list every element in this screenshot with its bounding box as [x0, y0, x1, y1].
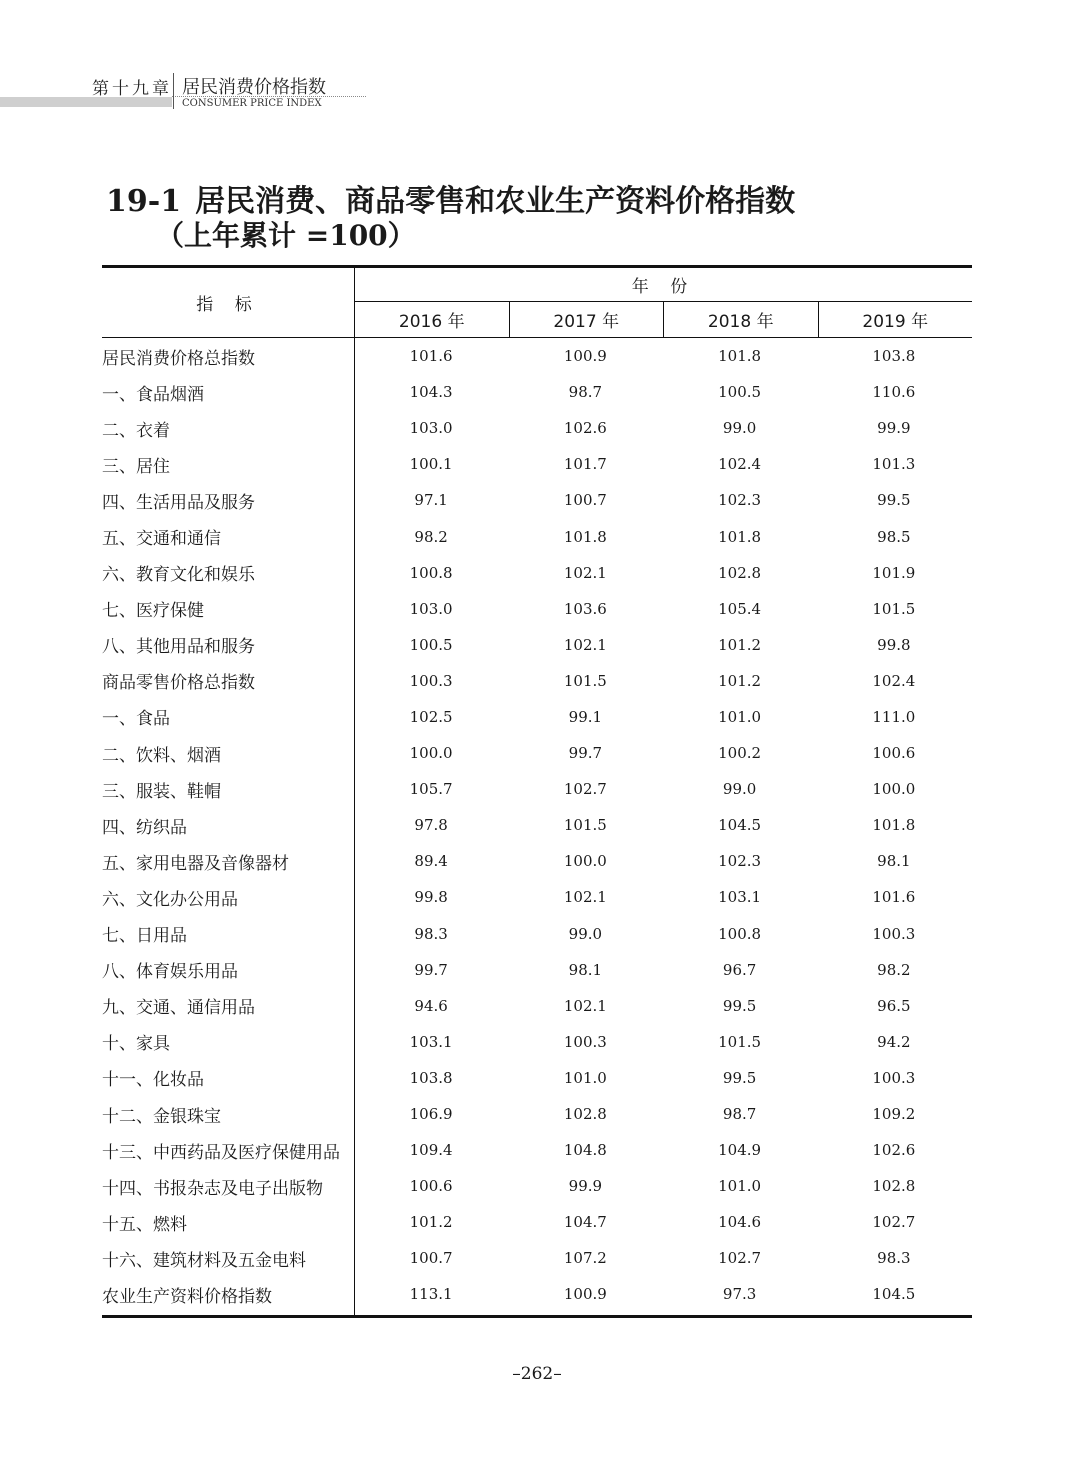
row-value: 102.7	[718, 1249, 762, 1268]
stub-header: 指 标	[196, 295, 260, 315]
table-row	[102, 807, 972, 843]
row-value: 94.2	[877, 1032, 911, 1051]
year-group-header: 年 份	[355, 268, 972, 302]
header-title: 居民消费价格指数	[182, 77, 326, 98]
row-value: 104.5	[872, 1285, 916, 1304]
table-number: 19-1	[106, 184, 182, 219]
row-value: 89.4	[414, 852, 448, 871]
row-value: 101.8	[718, 347, 762, 366]
row-value: 99.0	[722, 780, 757, 799]
row-value: 101.6	[409, 347, 453, 366]
page-number: –262–	[512, 1364, 562, 1384]
row-value: 98.2	[877, 960, 911, 979]
row-label: 二、饮料、烟酒	[102, 745, 221, 766]
row-value: 99.5	[722, 996, 757, 1015]
row-label: 十一、化妆品	[102, 1070, 204, 1091]
row-value: 99.9	[877, 419, 911, 438]
table-row	[102, 735, 972, 771]
row-value: 104.3	[409, 383, 453, 402]
table-rows	[102, 338, 972, 1315]
row-value: 102.8	[872, 1177, 916, 1196]
table-row	[102, 627, 972, 663]
row-value: 101.0	[718, 1177, 762, 1196]
row-value: 100.0	[872, 780, 916, 799]
table-row	[102, 843, 972, 879]
table-row	[102, 1060, 972, 1096]
table-row	[102, 1096, 972, 1132]
row-value: 100.0	[563, 852, 607, 871]
row-value: 102.1	[563, 996, 607, 1015]
row-value: 102.8	[718, 563, 762, 582]
table-row	[102, 555, 972, 591]
row-value: 105.7	[409, 780, 453, 799]
row-value: 102.1	[563, 888, 607, 907]
row-value: 101.5	[718, 1032, 762, 1051]
table-row	[102, 663, 972, 699]
row-value: 99.7	[414, 960, 448, 979]
body-divider	[354, 338, 355, 1315]
row-value: 96.7	[722, 960, 757, 979]
row-value: 97.8	[414, 816, 448, 835]
row-value: 106.9	[409, 1105, 453, 1124]
row-value: 100.2	[718, 744, 762, 763]
table-row	[102, 952, 972, 988]
row-label: 商品零售价格总指数	[102, 673, 255, 694]
row-label: 七、医疗保健	[102, 601, 204, 622]
row-value: 102.1	[563, 563, 607, 582]
row-value: 102.8	[563, 1105, 607, 1124]
row-value: 101.2	[409, 1213, 453, 1232]
row-label: 九、交通、通信用品	[102, 998, 255, 1019]
table-row	[102, 1132, 972, 1168]
row-label: 二、衣着	[102, 420, 170, 441]
header-separator	[173, 73, 174, 109]
row-label: 十、家具	[102, 1034, 170, 1055]
row-label: 一、食品烟酒	[102, 384, 204, 405]
row-value: 101.5	[563, 671, 607, 690]
row-value: 102.6	[563, 419, 607, 438]
row-label: 十二、金银珠宝	[102, 1106, 221, 1127]
row-value: 99.0	[722, 419, 757, 438]
row-value: 100.3	[872, 924, 916, 943]
row-value: 101.2	[718, 635, 762, 654]
row-value: 98.7	[568, 383, 603, 402]
row-value: 104.5	[718, 816, 762, 835]
row-value: 100.3	[409, 671, 453, 690]
row-value: 98.5	[877, 527, 911, 546]
row-value: 102.3	[718, 491, 762, 510]
row-value: 101.7	[563, 455, 607, 474]
row-value: 99.0	[568, 924, 603, 943]
year-header: 2017 年	[509, 302, 664, 337]
row-value: 99.1	[568, 707, 603, 726]
row-value: 94.6	[414, 996, 448, 1015]
row-value: 110.6	[872, 383, 916, 402]
row-value: 100.9	[563, 1285, 607, 1304]
row-label: 五、交通和通信	[102, 529, 221, 550]
row-value: 113.1	[409, 1285, 453, 1304]
row-value: 99.5	[722, 1068, 757, 1087]
table-title-line1: 居民消费、商品零售和农业生产资料价格指数	[195, 184, 796, 219]
table-header	[102, 268, 972, 338]
year-header: 2019 年	[818, 302, 973, 337]
row-value: 100.6	[409, 1177, 453, 1196]
row-label: 八、体育娱乐用品	[102, 962, 238, 983]
row-label: 一、食品	[102, 709, 170, 730]
row-value: 109.4	[409, 1141, 453, 1160]
row-value: 100.8	[409, 563, 453, 582]
row-value: 102.6	[872, 1141, 916, 1160]
row-value: 99.9	[568, 1177, 603, 1196]
row-value: 101.9	[872, 563, 916, 582]
row-value: 98.1	[568, 960, 603, 979]
table-row	[102, 591, 972, 627]
row-value: 107.2	[563, 1249, 607, 1268]
header-subtitle: CONSUMER PRICE INDEX	[182, 98, 322, 109]
row-value: 98.7	[722, 1105, 757, 1124]
row-label: 十六、建筑材料及五金电料	[102, 1250, 306, 1271]
row-value: 101.5	[872, 599, 916, 618]
year-header: 2016 年	[398, 312, 465, 332]
table-row	[102, 771, 972, 807]
row-value: 100.5	[718, 383, 762, 402]
row-label: 十三、中西药品及医疗保健用品	[102, 1142, 340, 1163]
row-value: 98.1	[877, 852, 911, 871]
table-row	[102, 482, 972, 518]
row-value: 105.4	[718, 599, 762, 618]
row-label: 农业生产资料价格指数	[102, 1286, 272, 1307]
row-value: 99.7	[568, 744, 603, 763]
table-title-line2: （上年累计 =100）	[156, 219, 416, 252]
row-value: 103.0	[409, 599, 453, 618]
row-value: 103.8	[872, 347, 916, 366]
row-value: 102.7	[563, 780, 607, 799]
row-value: 98.3	[877, 1249, 911, 1268]
row-label: 居民消费价格总指数	[102, 348, 255, 369]
row-value: 101.2	[718, 671, 762, 690]
row-label: 三、服装、鞋帽	[102, 781, 221, 802]
row-value: 100.5	[409, 635, 453, 654]
row-value: 100.7	[563, 491, 607, 510]
table-row	[102, 916, 972, 952]
row-value: 97.3	[722, 1285, 757, 1304]
row-value: 102.7	[872, 1213, 916, 1232]
chapter-label: 第十九章	[92, 79, 172, 99]
row-value: 99.8	[877, 635, 911, 654]
row-value: 102.5	[409, 707, 453, 726]
row-value: 103.6	[563, 599, 607, 618]
row-value: 102.3	[718, 852, 762, 871]
row-value: 100.0	[409, 744, 453, 763]
row-value: 98.3	[414, 924, 448, 943]
table-row	[102, 699, 972, 735]
row-value: 102.4	[872, 671, 916, 690]
row-label: 四、生活用品及服务	[102, 492, 255, 513]
row-value: 99.5	[877, 491, 911, 510]
table-row	[102, 879, 972, 915]
table-row	[102, 1204, 972, 1240]
row-label: 十四、书报杂志及电子出版物	[102, 1178, 323, 1199]
row-value: 103.0	[409, 419, 453, 438]
table-row	[102, 1276, 972, 1312]
row-value: 101.6	[872, 888, 916, 907]
row-value: 104.9	[718, 1141, 762, 1160]
row-value: 101.3	[872, 455, 916, 474]
row-label: 七、日用品	[102, 926, 187, 947]
table-row	[102, 1024, 972, 1060]
row-value: 111.0	[872, 707, 916, 726]
row-label: 十五、燃料	[102, 1214, 187, 1235]
table-row	[102, 410, 972, 446]
row-value: 101.0	[718, 707, 762, 726]
row-value: 96.5	[877, 996, 911, 1015]
row-value: 100.9	[563, 347, 607, 366]
row-value: 99.8	[414, 888, 448, 907]
table-row	[102, 338, 972, 374]
row-value: 101.0	[563, 1068, 607, 1087]
row-value: 103.8	[409, 1068, 453, 1087]
row-label: 四、纺织品	[102, 817, 187, 838]
table-body	[102, 338, 972, 1315]
table-row	[102, 446, 972, 482]
row-value: 101.8	[718, 527, 762, 546]
row-label: 三、居住	[102, 456, 170, 477]
row-value: 98.2	[414, 527, 448, 546]
year-headers	[355, 302, 972, 337]
row-label: 六、教育文化和娱乐	[102, 565, 255, 586]
row-label: 六、文化办公用品	[102, 889, 238, 910]
row-value: 102.4	[718, 455, 762, 474]
row-value: 103.1	[409, 1032, 453, 1051]
row-value: 102.1	[563, 635, 607, 654]
row-value: 100.8	[718, 924, 762, 943]
table-bottom-rule	[102, 1315, 972, 1318]
row-value: 101.8	[872, 816, 916, 835]
row-value: 104.7	[563, 1213, 607, 1232]
table-row	[102, 1240, 972, 1276]
row-label: 八、其他用品和服务	[102, 637, 255, 658]
row-value: 97.1	[414, 491, 448, 510]
table-row	[102, 518, 972, 554]
table-row	[102, 374, 972, 410]
row-value: 100.7	[409, 1249, 453, 1268]
row-label: 五、家用电器及音像器材	[102, 853, 289, 874]
year-header: 2018 年	[663, 302, 818, 337]
row-value: 100.3	[563, 1032, 607, 1051]
row-value: 100.1	[409, 455, 453, 474]
row-value: 104.6	[718, 1213, 762, 1232]
row-value: 104.8	[563, 1141, 607, 1160]
row-value: 100.3	[872, 1068, 916, 1087]
row-value: 103.1	[718, 888, 762, 907]
row-value: 109.2	[872, 1105, 916, 1124]
row-value: 100.6	[872, 744, 916, 763]
table-row	[102, 1168, 972, 1204]
table-row	[102, 988, 972, 1024]
row-value: 101.5	[563, 816, 607, 835]
row-value: 101.8	[563, 527, 607, 546]
price-index-table	[102, 265, 972, 1318]
